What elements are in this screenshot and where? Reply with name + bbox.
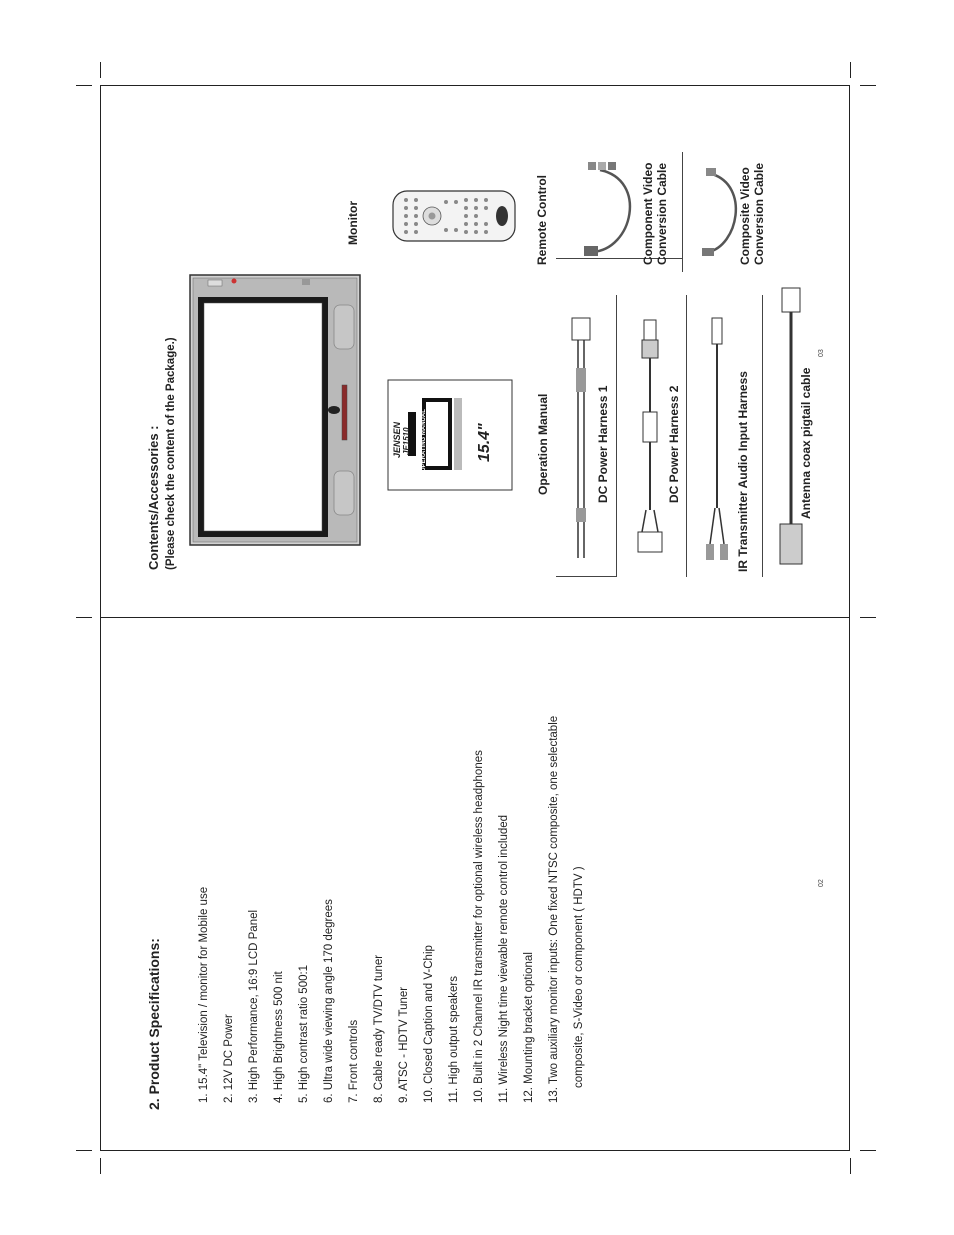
manual-heading: OPERATING MANUAL: [421, 409, 427, 472]
manual-brand: JENSEN: [392, 421, 402, 458]
spec-item: 4. High Brightness 500 nit: [273, 971, 285, 1103]
composite-cable-illustration: [694, 168, 738, 258]
crop-mark: [860, 85, 876, 86]
label-component-cable-2: Conversion Cable: [655, 162, 669, 265]
crop-mark: [76, 1150, 92, 1151]
remote-control-illustration: [392, 190, 516, 242]
label-composite-cable-2: Conversion Cable: [752, 162, 766, 265]
accessories-subtitle: (Please check the content of the Package.): [165, 337, 177, 570]
spec-item: 8. Cable ready TV/DTV tuner: [373, 954, 385, 1103]
page-divider: [100, 617, 850, 618]
crop-mark: [850, 1158, 851, 1174]
crop-mark: [76, 617, 92, 618]
spec-item: 1. 15.4" Television / monitor for Mobile use: [198, 886, 210, 1103]
crop-mark: [860, 1150, 876, 1151]
spec-item: 6. Ultra wide viewing angle 170 degrees: [323, 899, 335, 1103]
separator-line: [762, 295, 763, 577]
spec-item: 11. High output speakers: [448, 975, 460, 1103]
spec-item: composite, S-Video or component ( HDTV ): [573, 866, 585, 1088]
page-number: 02: [818, 879, 825, 887]
spec-item: 13. Two auxiliary monitor inputs: One fixed NTSC composite, one selectable: [548, 715, 560, 1103]
label-operation-manual: Operation Manual: [536, 393, 550, 495]
spec-item: 9. ATSC - HDTV Tuner: [398, 986, 410, 1103]
label-monitor: Monitor: [346, 201, 360, 245]
separator-line: [682, 152, 683, 272]
spec-item: 7. Front controls: [348, 1019, 360, 1103]
label-antenna-cable: Antenna coax pigtail cable: [799, 367, 813, 519]
ir-harness-illustration: [704, 318, 730, 564]
spec-item: 11. Wireless Night time viewable remote control included: [498, 814, 510, 1103]
page-number: 03: [818, 349, 825, 357]
spec-item: 5. High contrast ratio 500:1: [298, 964, 310, 1103]
manual-model: JE1510: [402, 427, 411, 455]
label-component-cable-1: Component Video: [641, 162, 655, 265]
crop-mark: [860, 617, 876, 618]
spec-item: 3. High Performance, 16:9 LCD Panel: [248, 909, 260, 1103]
spec-item: 10. Closed Caption and V-Chip: [423, 945, 435, 1103]
specs-title: 2. Product Specifications:: [146, 938, 162, 1110]
crop-mark: [100, 62, 101, 78]
dc-power-harness-2-illustration: [636, 320, 666, 564]
accessories-title: Contents/Accessories :: [146, 425, 161, 570]
monitor-illustration: [190, 275, 360, 545]
crop-mark: [850, 62, 851, 78]
separator-line: [616, 295, 617, 577]
label-composite-cable-1: Composite Video: [738, 167, 752, 265]
label-dc-power-harness-2: DC Power Harness 2: [667, 385, 681, 503]
crop-mark: [100, 1158, 101, 1174]
dc-power-harness-1-illustration: [568, 318, 594, 562]
separator-line: [686, 295, 687, 577]
spec-item: 2. 12V DC Power: [223, 1014, 235, 1103]
component-cable-illustration: [578, 160, 634, 260]
crop-mark: [76, 85, 92, 86]
separator-line: [556, 576, 616, 577]
manual-size: 15.4": [476, 423, 493, 462]
label-remote-control: Remote Control: [535, 175, 549, 265]
label-dc-power-harness-1: DC Power Harness 1: [596, 385, 610, 503]
label-ir-transmitter-harness: IR Transmitter Audio Input Harness: [736, 371, 750, 572]
spec-item: 12. Mounting bracket optional: [523, 952, 535, 1103]
spec-item: 10. Built in 2 Channel IR transmitter for optional wireless headphones: [473, 750, 485, 1103]
